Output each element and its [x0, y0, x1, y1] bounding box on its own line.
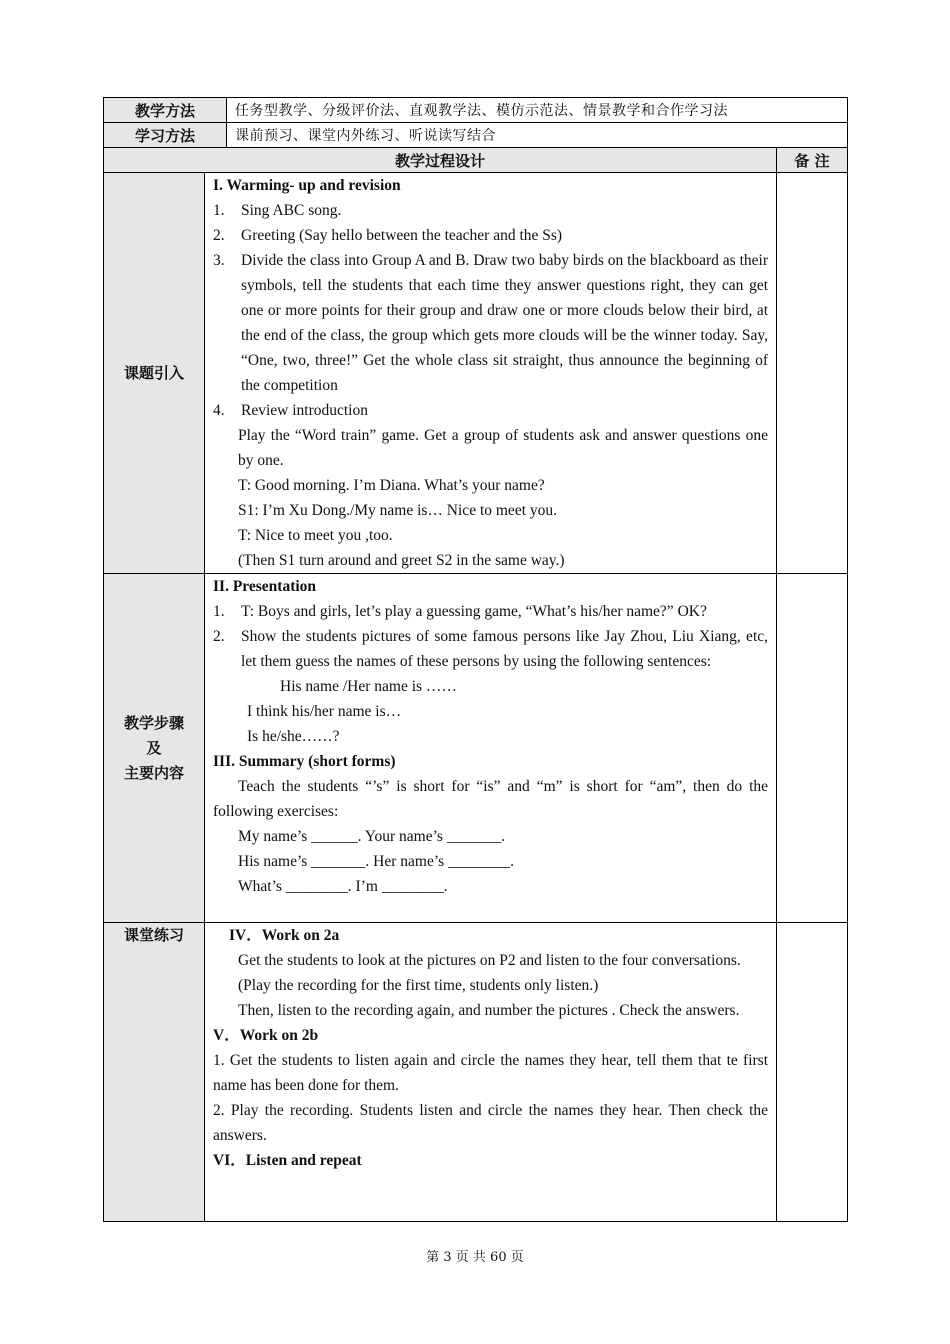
teaching-method-value: 任务型教学、分级评价法、直观教学法、模仿示范法、情景教学和合作学习法 [227, 98, 848, 123]
practice-remarks-cell [777, 923, 848, 1222]
steps-content [205, 574, 777, 923]
intro-row [104, 173, 848, 574]
list-item: 3. Divide the class into Group A and B. Draw two baby birds on the blackboard as their symbols, tell the students that each time they answer questions right, they can get one or more points for their group and draw one or more clouds below their bird, at the end of the class, the group which gets more clouds will be the winner today. Say, “One, two, three!” Get the whole class sit straight, thus announce the beginning of the competition [213, 252, 769, 394]
practice-label: 课堂练习 [104, 923, 205, 1222]
page-number: 第 3 页 共 60 页 [426, 1250, 524, 1265]
steps-remarks-cell [777, 574, 848, 923]
list-item: 1. T: Boys and girls, let’s play a guessing game, “What’s his/her name?” OK? [213, 603, 707, 620]
remarks-title: 备 注 [777, 148, 848, 173]
example-sentence: I think his/her name is… [247, 703, 402, 720]
exercise-line: His name’s _______. Her name’s ________. [238, 853, 514, 870]
list-item: 2. Greeting (Say hello between the teacher and the Ss) [213, 227, 563, 244]
dialogue-line: T: Nice to meet you ,too. [238, 527, 393, 544]
learning-method-value: 课前预习、课堂内外练习、听说读写结合 [227, 123, 848, 148]
summary-paragraph: Teach the students “’s” is short for “is” and “m” is short for “am”, then do the following exercises: [213, 778, 769, 820]
practice-row [104, 923, 848, 1222]
exercise-line: My name’s ______. Your name’s _______. [238, 828, 505, 845]
paragraph: 1. Get the students to listen again and circle the names they hear, tell them that te first name has been done for them. [213, 1052, 769, 1094]
work-2b-heading: V．Work on 2b [213, 1027, 319, 1044]
work-2a-heading: IV．Work on 2a [229, 927, 340, 944]
process-title: 教学过程设计 [104, 148, 777, 173]
paragraph: 2. Play the recording. Students listen and circle the names they hear. Then check the answers. [213, 1102, 769, 1144]
intro-remarks-cell [777, 173, 848, 574]
process-header-row [104, 148, 848, 173]
intro-label: 课题引入 [104, 173, 205, 574]
example-sentence: Is he/she……? [247, 728, 340, 745]
list-item: 4. Review introduction [213, 402, 368, 419]
paragraph: Then, listen to the recording again, and number the pictures . Check the answers. [238, 1002, 740, 1019]
list-item: 1. Sing ABC song. [213, 202, 342, 219]
learning-method-label: 学习方法 [104, 123, 227, 148]
intro-content [205, 173, 777, 574]
teaching-method-label: 教学方法 [104, 98, 227, 123]
listen-repeat-heading: VI．Listen and repeat [213, 1152, 362, 1169]
note-line: (Then S1 turn around and greet S2 in the same way.) [238, 552, 565, 569]
learning-method-row [104, 123, 848, 148]
dialogue-line: S1: I’m Xu Dong./My name is… Nice to meet you. [238, 502, 557, 519]
example-sentence: His name /Her name is …… [280, 678, 457, 695]
intro-heading: I. Warming- up and revision [213, 177, 401, 194]
lesson-plan-table [103, 97, 848, 1222]
dialogue-line: T: Good morning. I’m Diana. What’s your name? [238, 477, 545, 494]
paragraph: Get the students to look at the pictures on P2 and listen to the four conversations. [238, 952, 741, 969]
presentation-heading: II. Presentation [213, 578, 317, 595]
list-item: 2. Show the students pictures of some famous persons like Jay Zhou, Liu Xiang, etc, let them guess the names of these persons by using the following sentences: [213, 628, 769, 670]
paragraph: Play the “Word train” game. Get a group of students ask and answer questions one by one. [238, 427, 769, 469]
exercise-line: What’s ________. I’m ________. [238, 878, 448, 895]
summary-heading: III. Summary (short forms) [213, 753, 396, 770]
steps-row [104, 574, 848, 923]
paragraph: (Play the recording for the first time, students only listen.) [238, 977, 599, 994]
teaching-method-row [104, 98, 848, 123]
steps-label: 教学步骤 及 主要内容 [104, 574, 205, 923]
practice-content [205, 923, 777, 1222]
